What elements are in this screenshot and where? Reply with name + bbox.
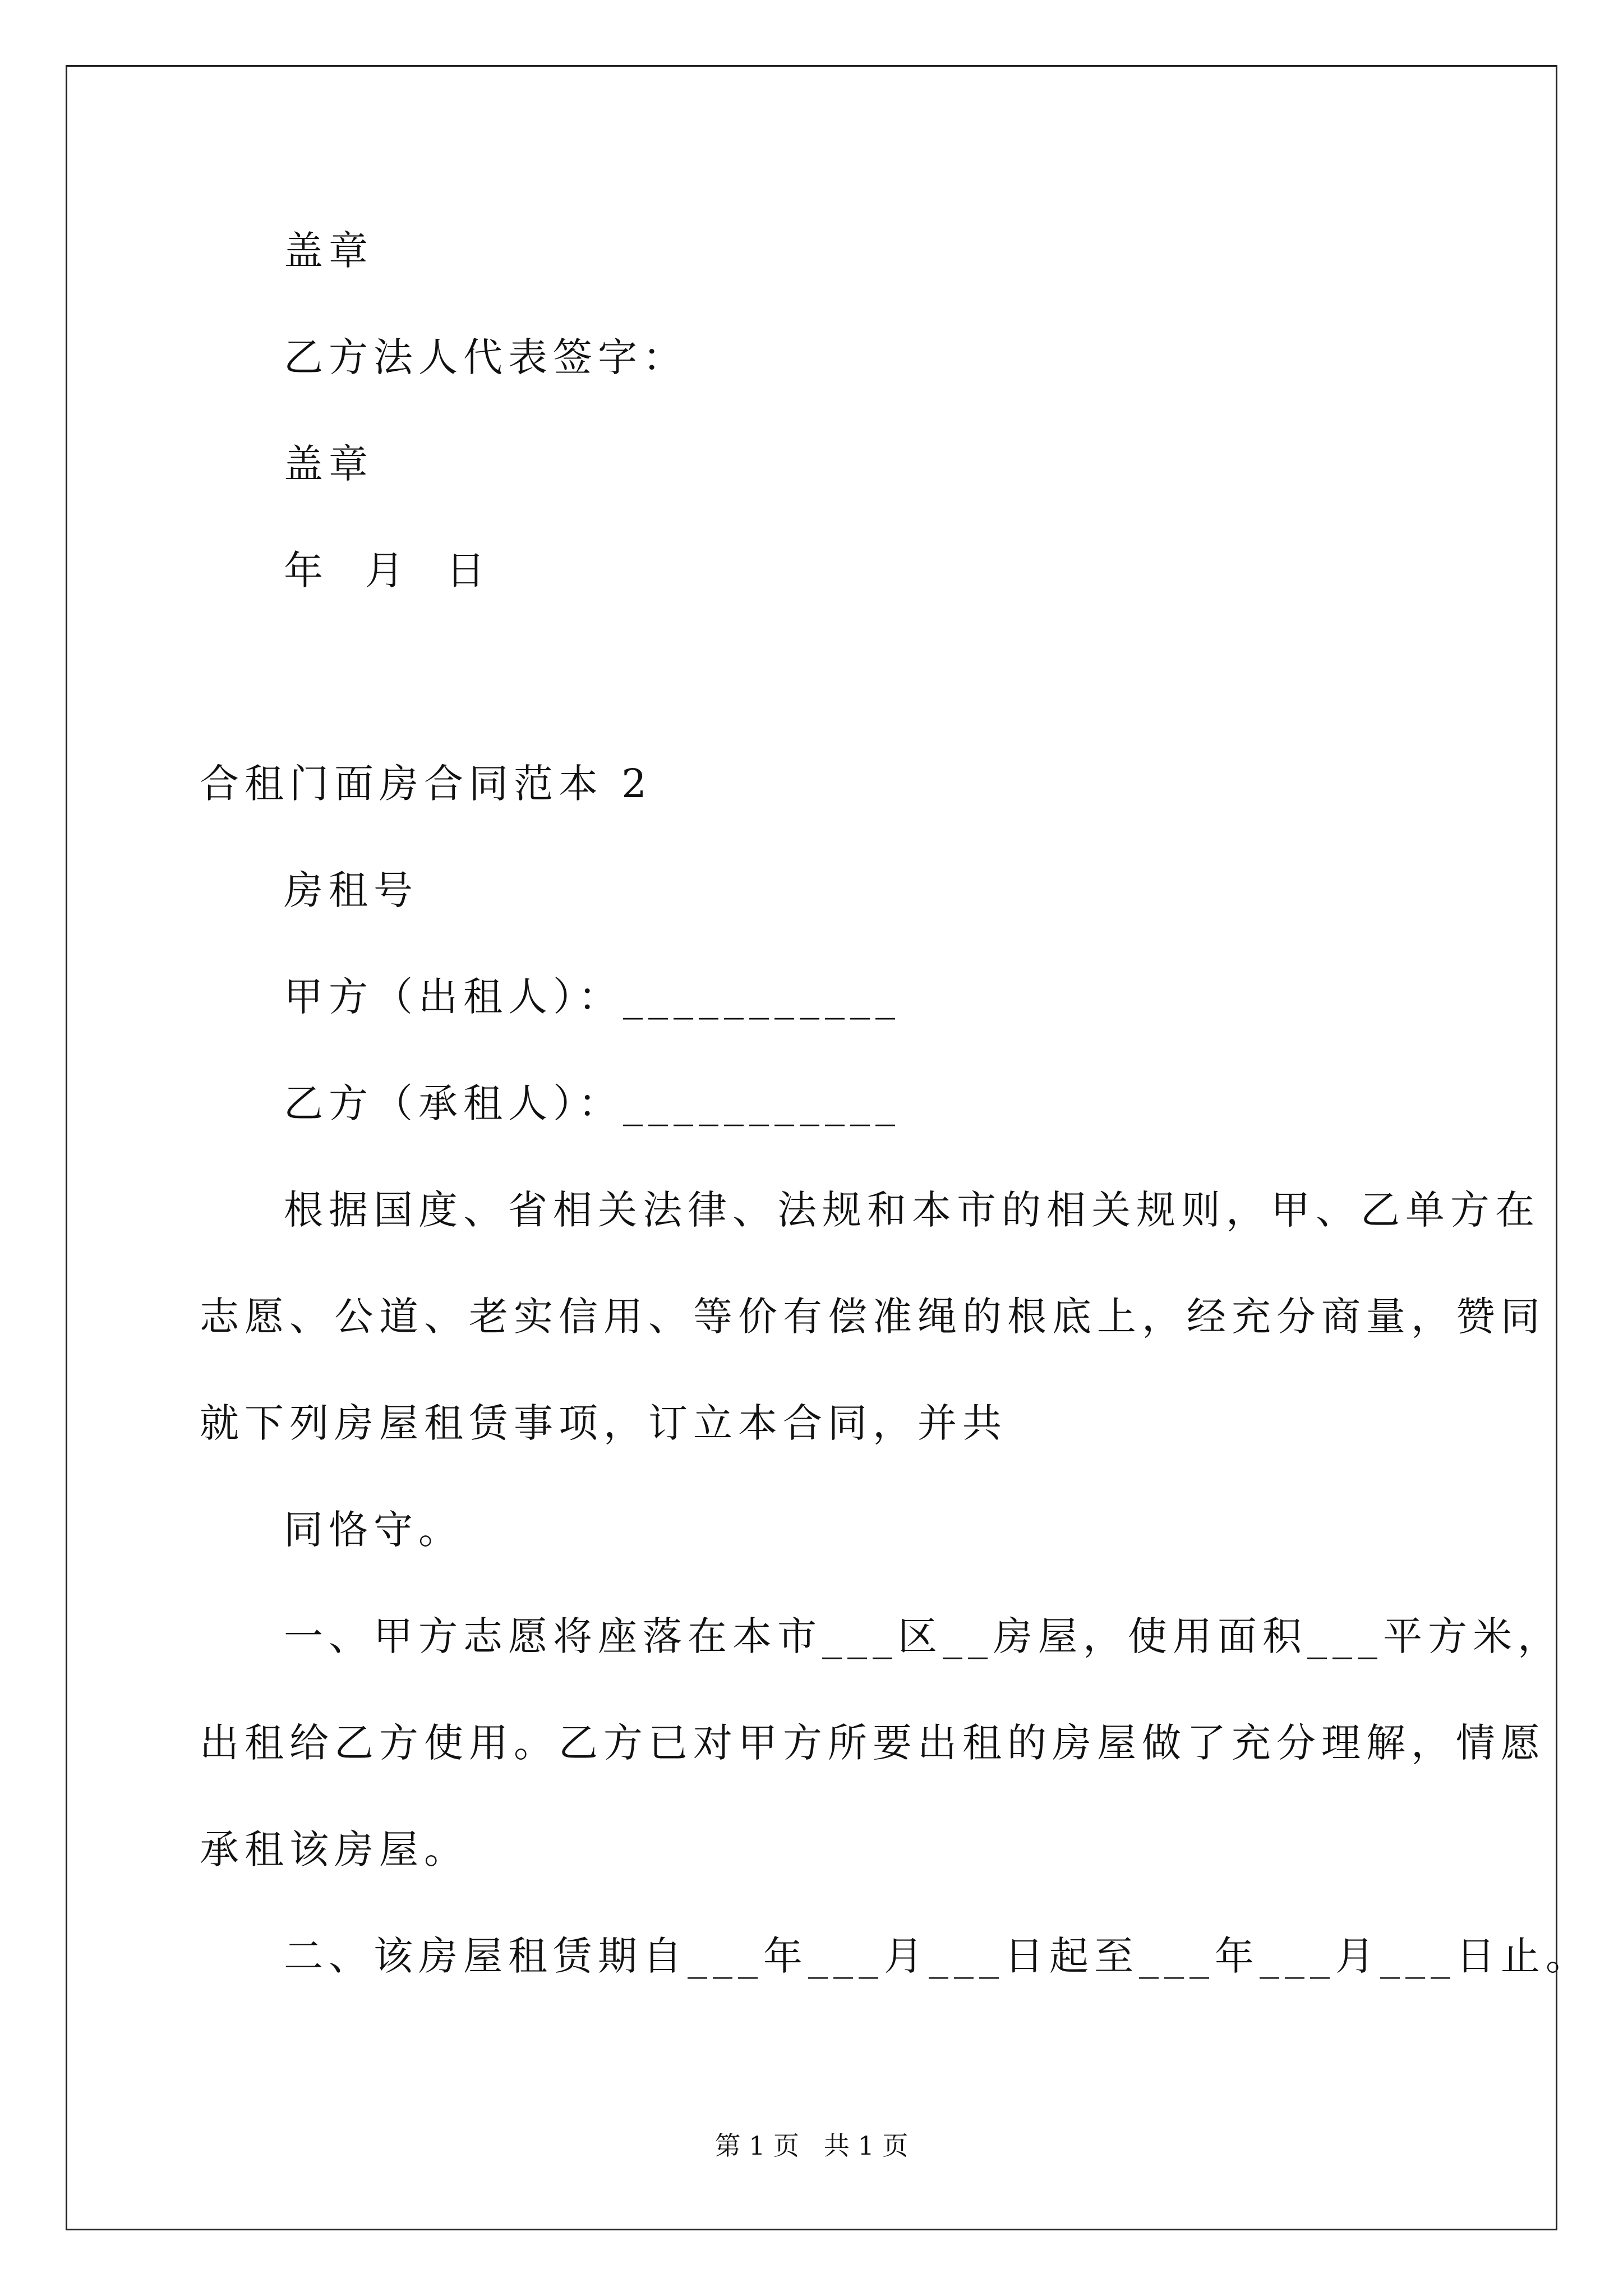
clause-1-line-3: 承租该房屋。 xyxy=(200,1826,469,1872)
section-title: 合租门面房合同范本 2 xyxy=(200,761,652,807)
paragraph-preamble-line-4: 同恪守。 xyxy=(284,1507,463,1553)
clause-2-line-1: 二、该房屋租赁期自___年___月___日起至___年___月___日止。 xyxy=(284,1933,1590,1979)
text-line-signature: 乙方法人代表签字： xyxy=(284,334,688,380)
text-line-stamp-1: 盖章 xyxy=(284,228,374,274)
page-footer: 第 1 页 共 1 页 xyxy=(714,2131,909,2161)
text-line-rent-number: 房租号 xyxy=(284,867,418,913)
text-line-stamp-2: 盖章 xyxy=(284,441,374,487)
text-line-party-a: 甲方（出租人）：___________ xyxy=(284,974,901,1020)
paragraph-preamble-line-1: 根据国度、省相关法律、法规和本市的相关规则，甲、乙单方在 xyxy=(284,1187,1540,1233)
clause-1-line-2: 出租给乙方使用。乙方已对甲方所要出租的房屋做了充分理解，情愿 xyxy=(200,1720,1546,1766)
page-border xyxy=(66,65,1557,2230)
paragraph-preamble-line-2: 志愿、公道、老实信用、等价有偿准绳的根底上，经充分商量，赞同 xyxy=(200,1294,1546,1340)
text-line-party-b: 乙方（承租人）：___________ xyxy=(284,1080,901,1126)
clause-1-line-1: 一、甲方志愿将座落在本市___区__房屋，使用面积___平方米， xyxy=(284,1613,1562,1659)
text-line-date: 年 月 日 xyxy=(284,547,491,593)
paragraph-preamble-line-3: 就下列房屋租赁事项，订立本合同，并共 xyxy=(200,1400,1007,1446)
